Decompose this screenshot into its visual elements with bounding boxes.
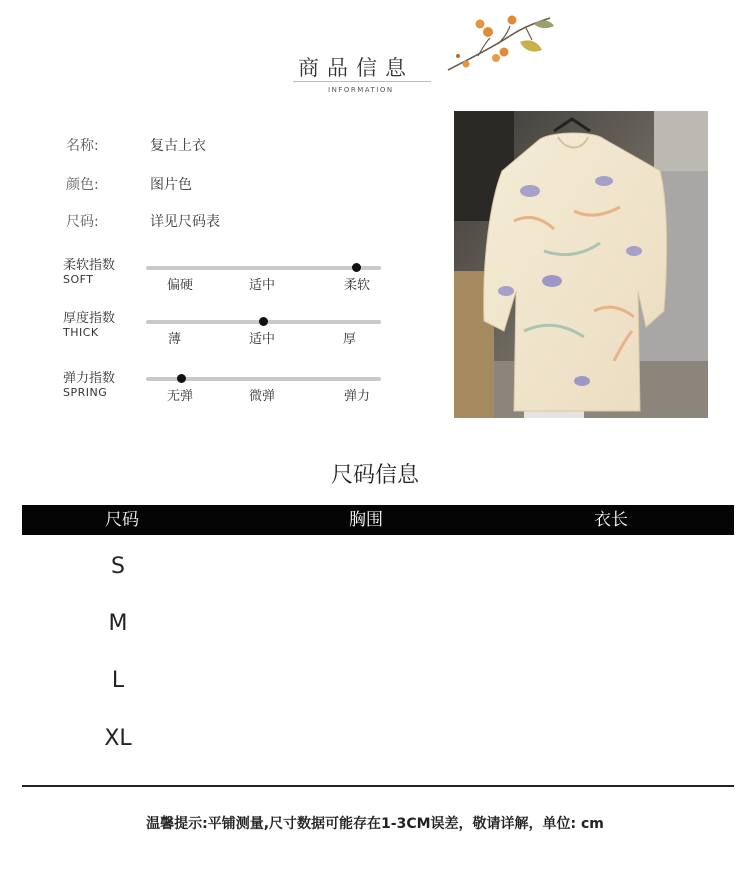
name-value: 复古上衣 — [150, 138, 206, 154]
elasticity-tick-mid: 微弹 — [249, 389, 276, 404]
table-row-size-s: S — [111, 554, 125, 579]
size-table-title: 尺码信息 — [330, 463, 419, 488]
elasticity-index-label — [63, 371, 115, 400]
title-underline — [293, 81, 431, 82]
measurement-tip: 温馨提示:平铺测量,尺寸数据可能存在1-3CM误差，敬请详解，单位: cm — [146, 816, 604, 832]
size-label: 尺码: — [66, 214, 99, 230]
softness-tick-high: 柔软 — [344, 278, 371, 293]
header-chest: 胸围 — [349, 510, 383, 530]
softness-index-label — [63, 258, 115, 287]
size-value: 详见尺码表 — [150, 214, 220, 230]
elasticity-index-en: SPRING — [63, 386, 108, 399]
color-value: 图片色 — [150, 177, 192, 193]
softness-indicator — [352, 263, 361, 272]
thickness-indicator — [259, 317, 268, 326]
thickness-tick-high: 厚 — [343, 332, 357, 347]
color-label: 颜色: — [66, 177, 99, 193]
section-title: 商品信息 — [298, 56, 414, 80]
product-photo — [454, 111, 708, 418]
orange-branch-icon — [438, 12, 558, 82]
table-row-size-m: M — [108, 611, 128, 636]
section-subtitle: INFORMATION — [328, 86, 394, 94]
elasticity-tick-low: 无弹 — [167, 389, 194, 404]
elasticity-tick-high: 弹力 — [344, 389, 371, 404]
table-row-size-xl: XL — [104, 726, 132, 751]
name-label: 名称: — [66, 138, 99, 154]
thickness-tick-low: 薄 — [168, 332, 182, 347]
size-table-header — [22, 505, 734, 535]
softness-tick-low: 偏硬 — [167, 278, 194, 293]
floral-blouse-photo-icon — [454, 111, 708, 418]
table-row-size-l: L — [111, 668, 125, 693]
softness-index-en: SOFT — [63, 273, 94, 286]
thickness-index-cn: 厚度指数 — [63, 311, 116, 326]
softness-tick-mid: 适中 — [249, 278, 276, 293]
header-size: 尺码 — [105, 510, 139, 530]
thickness-index-en: THICK — [63, 326, 99, 339]
softness-index-cn: 柔软指数 — [63, 258, 116, 273]
elasticity-index-cn: 弹力指数 — [63, 371, 116, 386]
header-length: 衣长 — [594, 510, 628, 530]
softness-track — [146, 266, 381, 270]
thickness-tick-mid: 适中 — [249, 332, 276, 347]
thickness-index-label — [63, 311, 115, 340]
elasticity-indicator — [177, 374, 186, 383]
table-bottom-rule — [22, 785, 734, 787]
